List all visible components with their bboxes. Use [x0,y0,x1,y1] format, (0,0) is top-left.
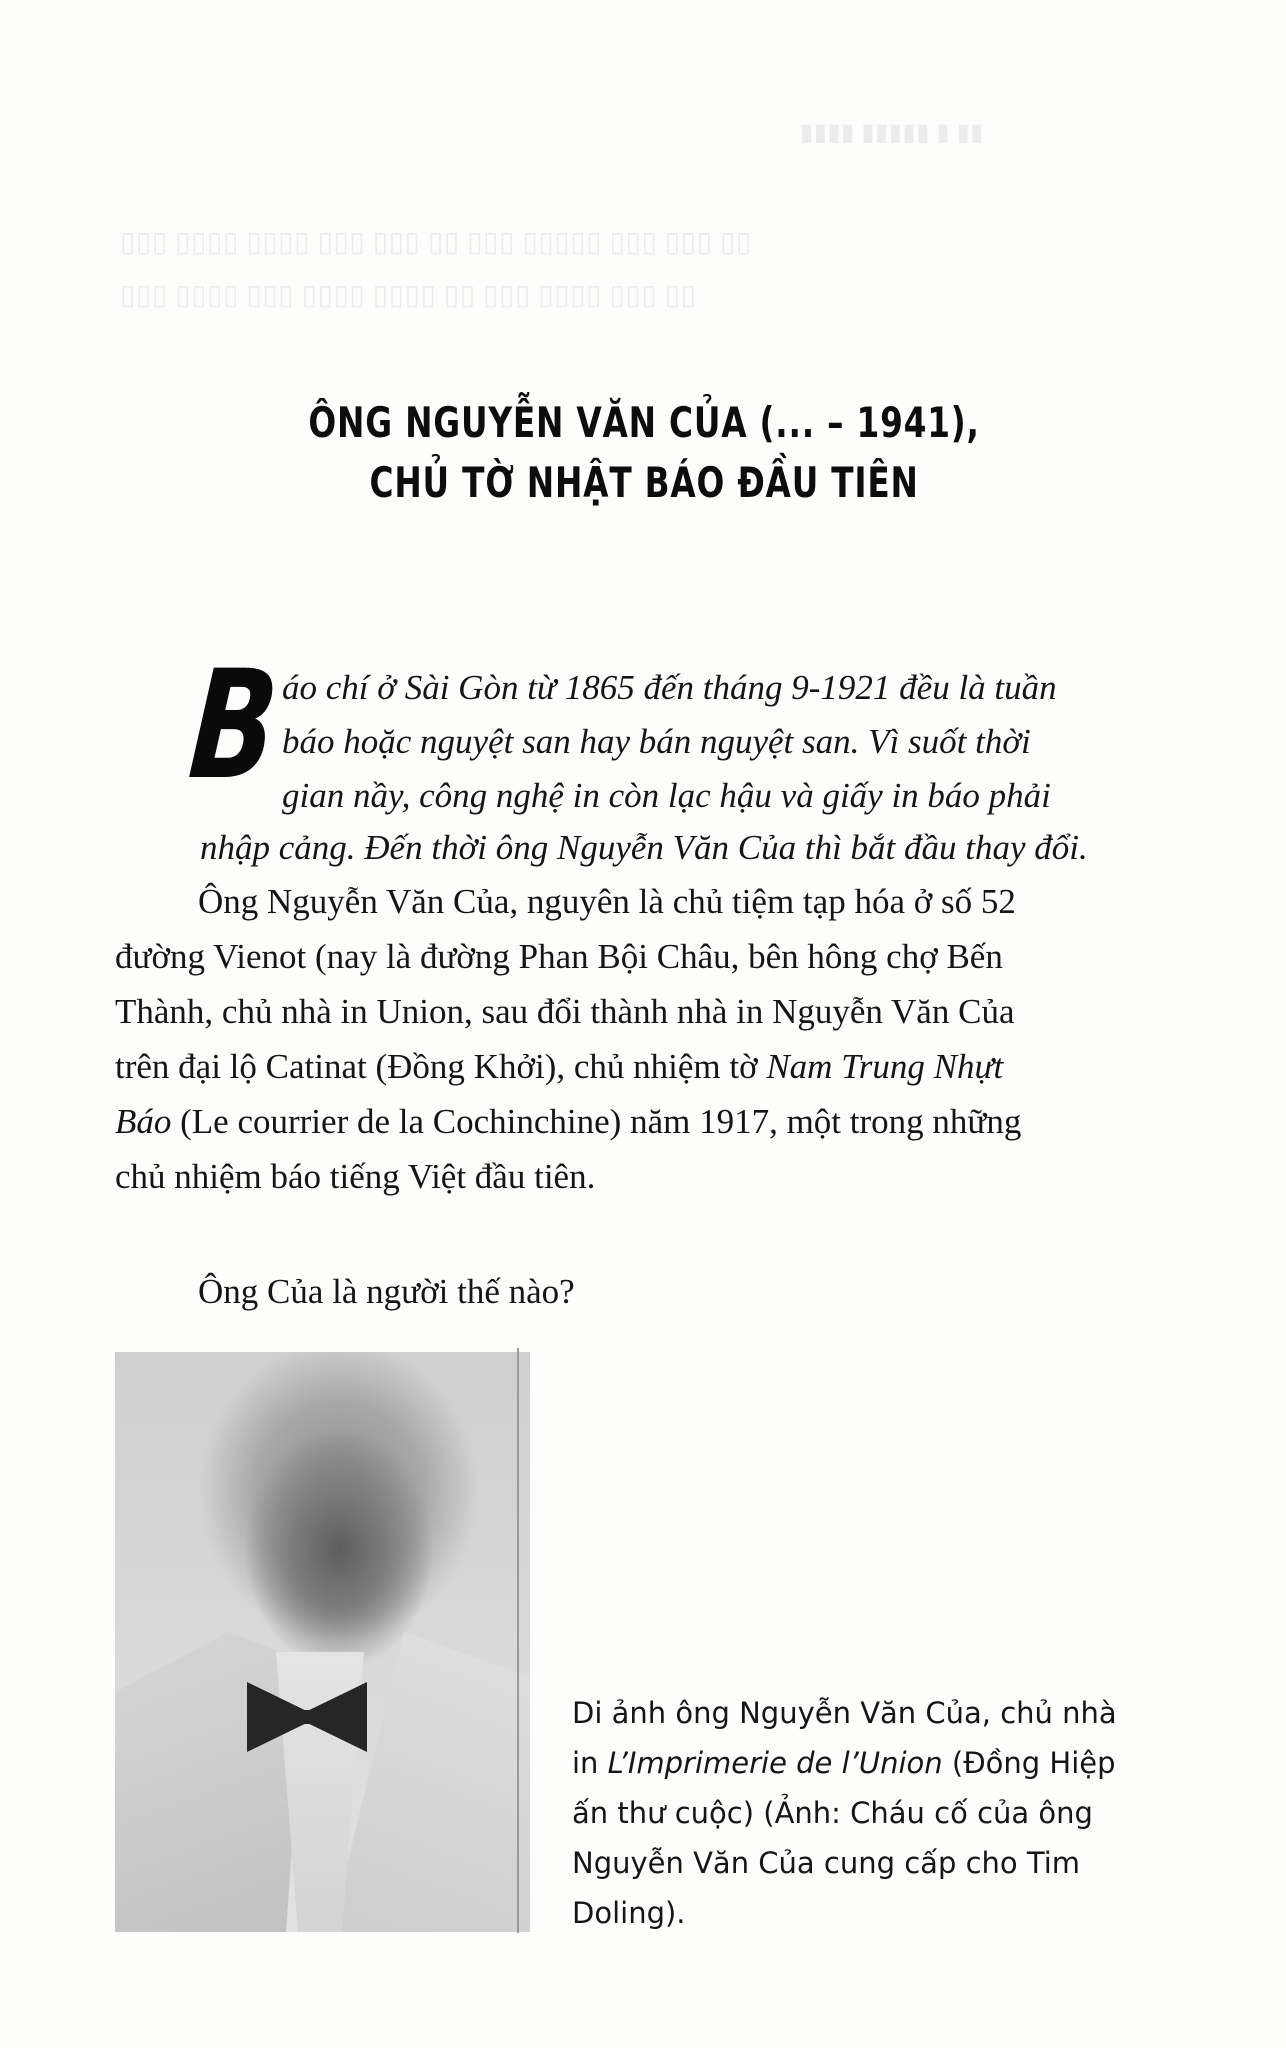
photo-suit-left [115,1632,305,1932]
paragraph-3-line-1: Ông Của là người thế nào? [198,1272,575,1311]
caption-line-2 [572,1746,1116,1780]
newspaper-name-cont: Báo [115,1102,172,1141]
paragraph-2-line-3: Thành, chủ nhà in Union, sau đổi thành nhà in Nguyễn Văn Của [115,992,1015,1031]
ghost-line: ▯▯▯ ▯▯▯▯ ▯▯▯▯ ▯▯▯ ▯▯▯ ▯▯ ▯▯▯ ▯▯▯▯▯ ▯▯▯ ▯▯▯ ▯▯ [120,227,752,258]
photo-border [517,1348,519,1933]
ghost-line: ▯▯▯ ▯▯▯▯ ▯▯▯ ▯▯▯▯ ▯▯▯▯ ▯▯ ▯▯▯ ▯▯▯▯ ▯▯▯ ▯▯ [120,280,697,311]
paragraph-2-line-5 [115,1102,1021,1142]
portrait-photo [115,1352,530,1932]
paragraph-1-line-2: báo hoặc nguyệt san hay bán nguyệt san. Vì suốt thời [282,722,1031,761]
caption-line-2-pre: in [572,1746,608,1780]
chapter-title-line-1: ÔNG NGUYỄN VĂN CỦA (... – 1941), [308,398,980,447]
caption-line-5: Doling). [572,1896,686,1930]
paragraph-2-line-5-text: (Le courrier de la Cochinchine) năm 1917, một trong những [171,1102,1022,1141]
caption-line-4: Nguyễn Văn Của cung cấp cho Tim [572,1846,1080,1880]
drop-cap: B [183,639,284,813]
caption-line-2-post: (Đồng Hiệp [942,1746,1116,1780]
paragraph-2-line-4-text: trên đại lộ Catinat (Đồng Khởi), chủ nhiệm tờ [115,1047,767,1086]
paragraph-2-line-6: chủ nhiệm báo tiếng Việt đầu tiên. [115,1157,596,1196]
caption-line-1: Di ảnh ông Nguyễn Văn Của, chủ nhà [572,1696,1117,1730]
paragraph-2-line-2: đường Vienot (nay là đường Phan Bội Châu, bên hông chợ Bến [115,937,1003,976]
caption-line-3: ấn thư cuộc) (Ảnh: Cháu cố của ông [572,1796,1093,1830]
paragraph-1-line-4: nhập cảng. Đến thời ông Nguyễn Văn Của thì bắt đầu thay đổi. [200,828,1088,867]
paragraph-2-line-4 [115,1047,1003,1087]
chapter-title-line-2: CHỦ TỜ NHẬT BÁO ĐẦU TIÊN [369,458,919,507]
paragraph-1-line-3: gian nầy, công nghệ in còn lạc hậu và giấy in báo phải [282,776,1051,815]
caption-publisher-name: L’Imprimerie de l’Union [607,1746,943,1780]
paragraph-2-line-1: Ông Nguyễn Văn Của, nguyên là chủ tiệm tạp hóa ở số 52 [198,882,1016,921]
newspaper-name: Nam Trung Nhựt [766,1047,1004,1086]
paragraph-1-line-1: áo chí ở Sài Gòn từ 1865 đến tháng 9-1921 đều là tuần [282,668,1057,707]
ghost-running-head: ▮▮▮▮ ▮▮▮▮▮ ▮ ▮▮ [800,120,984,146]
